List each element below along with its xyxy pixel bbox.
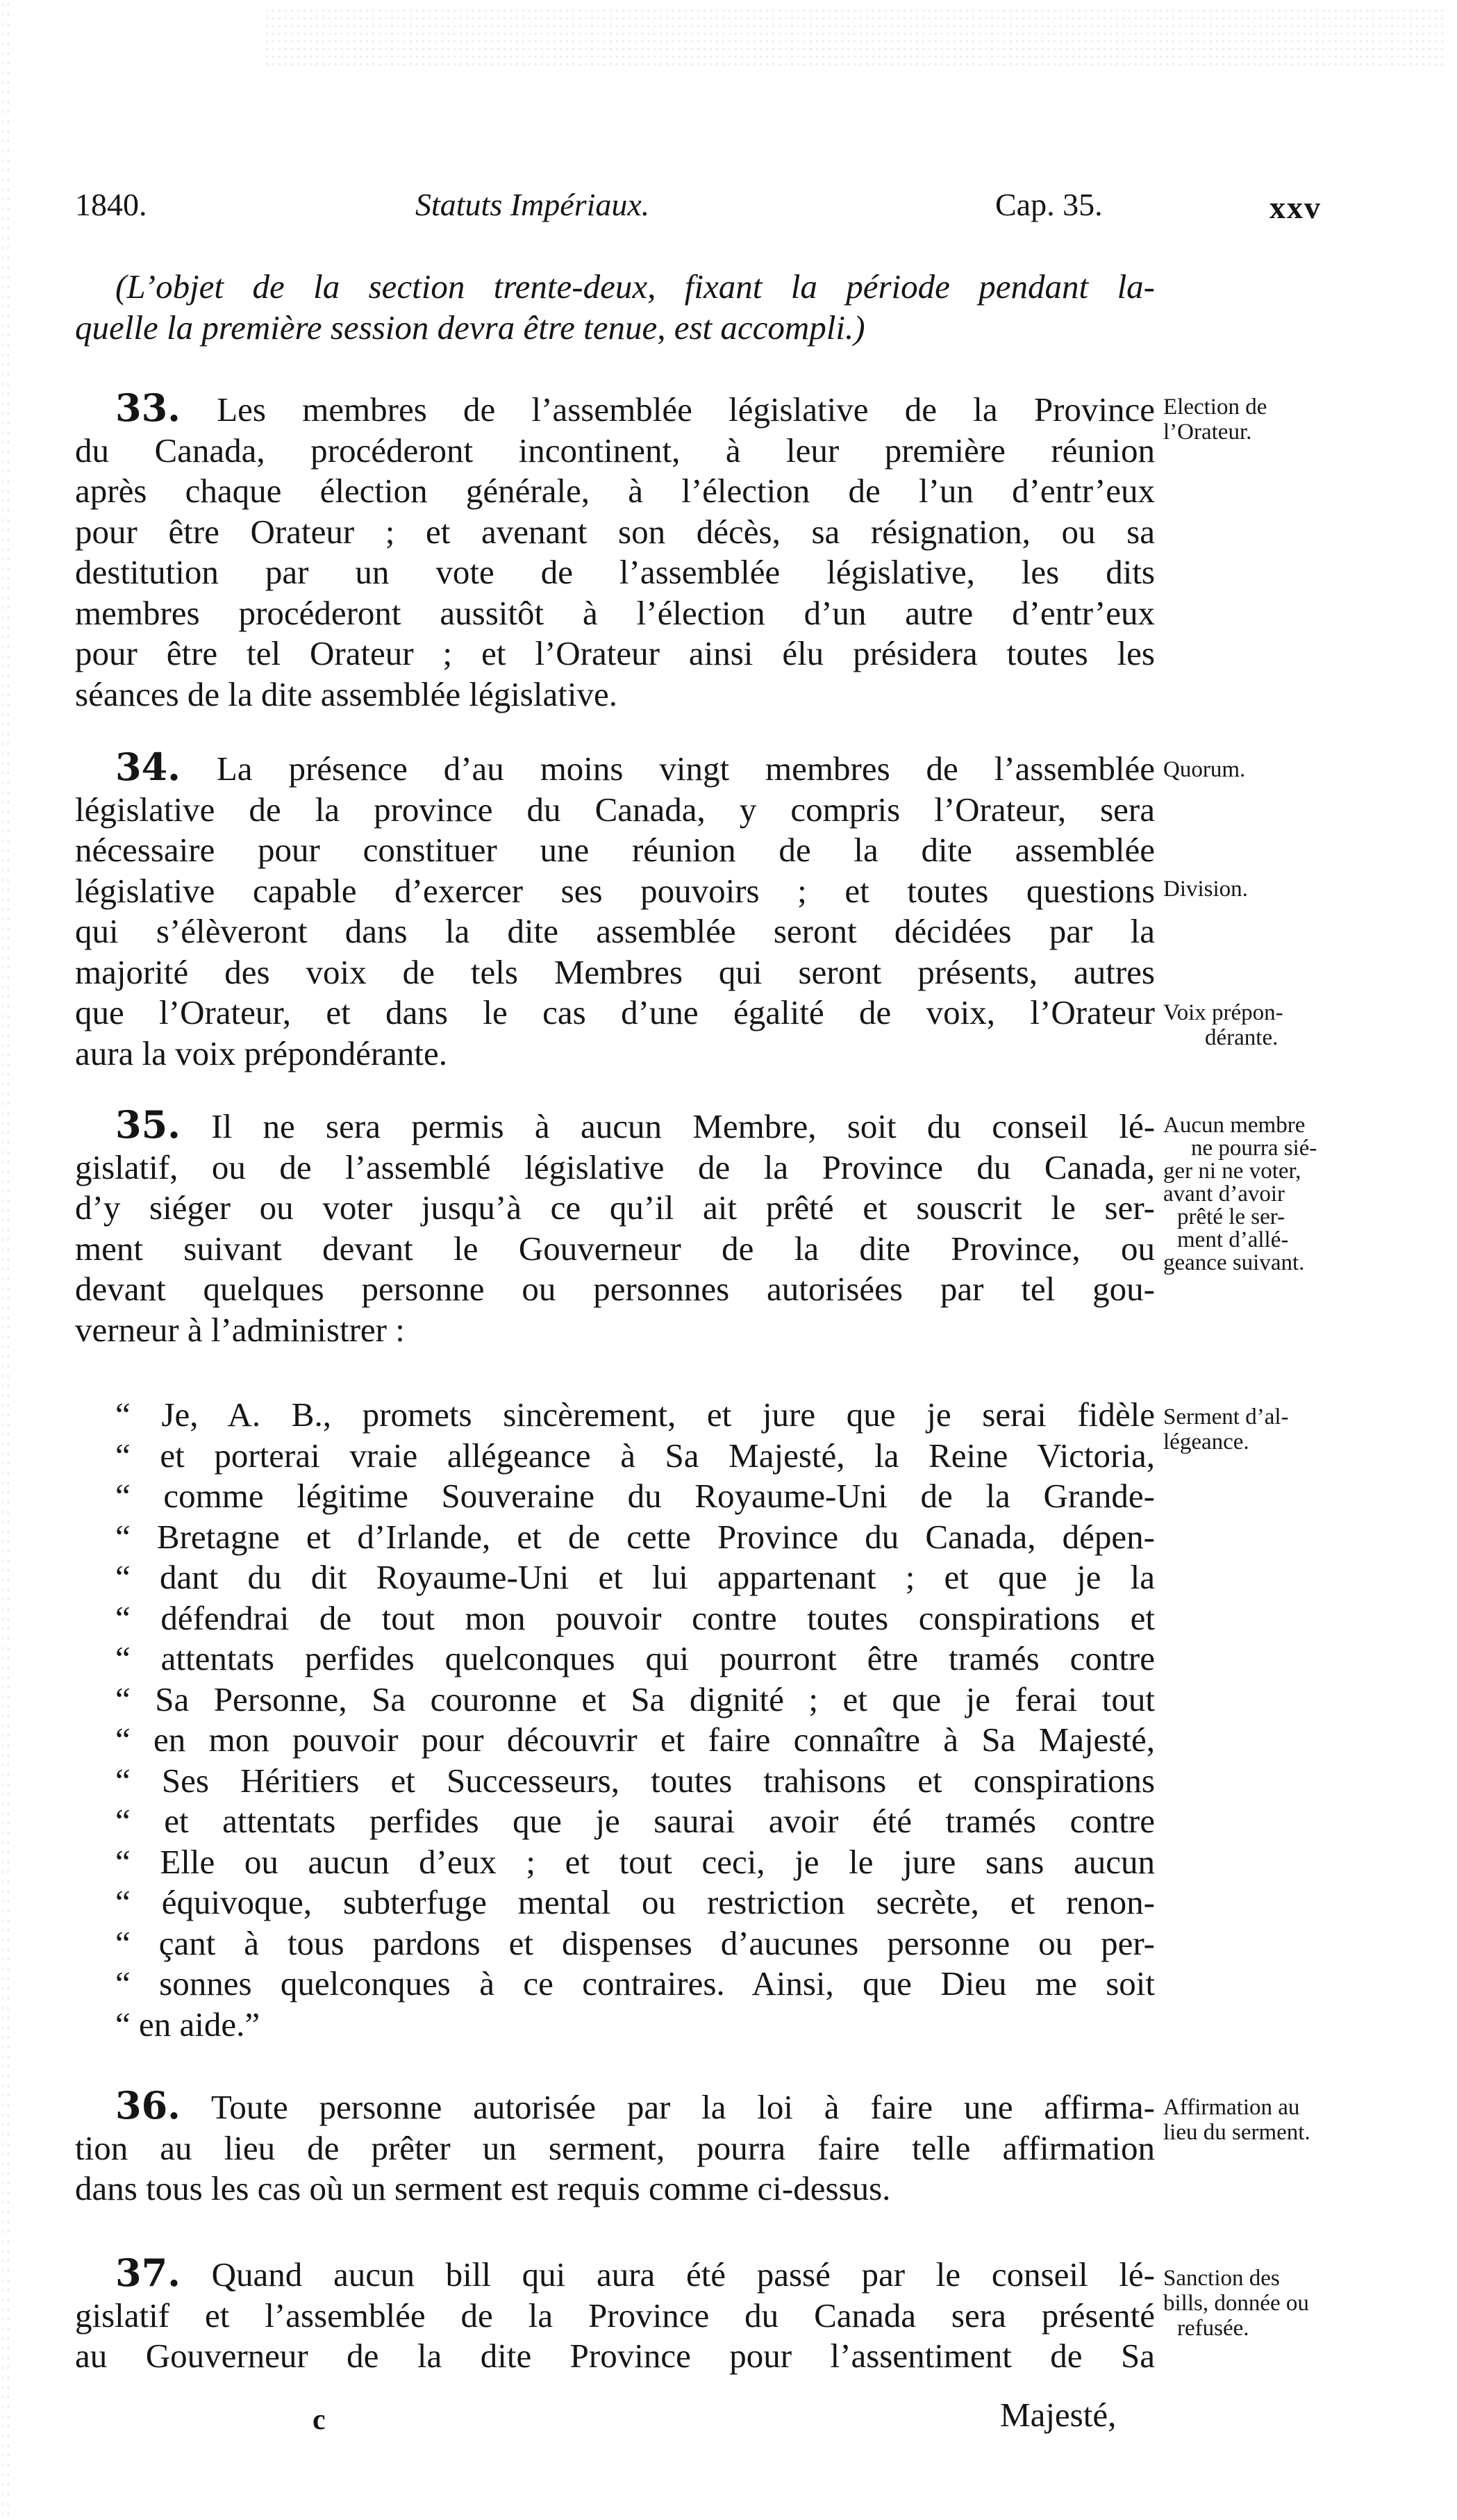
text-line: législative capable d’exercer ses pouvoirs ; et toutes questions (75, 871, 1155, 910)
section-34 (75, 747, 1155, 1074)
text-line: 36. Toute personne autorisée par la loi à faire une affirma- (115, 2083, 1155, 2128)
text-line: ment suivant devant le Gouverneur de la dite Province, ou (75, 1229, 1155, 1268)
signature-mark: c (313, 2404, 326, 2436)
text-line: “ Ses Héritiers et Successeurs, toutes trahisons et conspirations (115, 1761, 1155, 1800)
intro-paragraph (75, 267, 1155, 348)
text-line: “ et attentats perfides que je saurai avoir été tramés contre (115, 1802, 1155, 1840)
text-line: destitution par un vote de l’assemblée législative, les dits (75, 553, 1155, 591)
text-line: “ Elle ou aucun d’eux ; et tout ceci, je le jure sans aucun (115, 1842, 1155, 1881)
text-line: législative de la province du Canada, y compris l’Orateur, sera (75, 790, 1155, 829)
text-line: après chaque élection générale, à l’élection de l’un d’entr’eux (75, 472, 1155, 510)
text-line: quelle la première session devra être tenue, est accompli.) (75, 308, 865, 347)
text-line: d’y siéger ou voter jusqu’à ce qu’il ait prêté et souscrit le ser- (75, 1188, 1155, 1227)
text-line: nécessaire pour constituer une réunion de la dite assemblée (75, 831, 1155, 869)
text-line: “ dant du dit Royaume-Uni et lui appartenant ; et que je la (115, 1558, 1155, 1596)
text-line: gislatif, ou de l’assemblé législative de la Province du Canada, (75, 1147, 1155, 1186)
text-line: “ Sa Personne, Sa couronne et Sa dignité ; et que je ferai tout (115, 1680, 1155, 1718)
text-line: “ sonnes quelconques à ce contraires. Ainsi, que Dieu me soit (115, 1964, 1155, 2003)
running-header (75, 186, 1367, 235)
text-line: 34. La présence d’au moins vingt membres de l’assemblée (115, 745, 1155, 789)
text-line: (L’objet de la section trente-deux, fixant la période pendant la- (115, 267, 1155, 306)
text-line: tion au lieu de prêter un serment, pourra faire telle affirmation (75, 2128, 1155, 2167)
text-line: qui s’élèveront dans la dite assemblée seront décidées par la (75, 912, 1155, 950)
marginal-note-serment-allegeance: Serment d’al- légeance. (1163, 1404, 1289, 1454)
section-37 (75, 2250, 1155, 2377)
text-line: verneur à l’administrer : (75, 1310, 405, 1349)
oath-paragraph (75, 1395, 1155, 2045)
section-35 (75, 1104, 1155, 1350)
marginal-note-quorum: Quorum. (1163, 757, 1246, 782)
section-number: 33. (115, 386, 181, 430)
text-line: “ en mon pouvoir pour découvrir et faire connaître à Sa Majesté, (115, 1721, 1155, 1759)
text-line: devant quelques personne ou personnes autorisées par tel gou- (75, 1270, 1155, 1308)
text-line: 37. Quand aucun bill qui aura été passé par le conseil lé- (115, 2250, 1155, 2295)
marginal-note-affirmation: Affirmation au lieu du serment. (1163, 2095, 1310, 2145)
text-line: pour être Orateur ; et avenant son décès, sa résignation, ou sa (75, 512, 1155, 551)
text-line: majorité des voix de tels Membres qui seront présents, autres (75, 952, 1155, 991)
text-line: 33. Les membres de l’assemblée législative de la Province (115, 386, 1155, 430)
section-number: 34. (115, 745, 181, 789)
marginal-note-sanction-bills: Sanction des bills, donnée ou refusée. (1163, 2266, 1309, 2341)
text-line: dans tous les cas où un serment est requis comme ci-dessus. (75, 2169, 891, 2207)
text-line: que l’Orateur, et dans le cas d’une égalité de voix, l’Orateur (75, 993, 1155, 1031)
text-line: “ comme légitime Souveraine du Royaume-Uni de la Grande- (115, 1477, 1155, 1515)
header-chapter: Cap. 35. (995, 187, 1103, 222)
marginal-note-division: Division. (1163, 877, 1248, 902)
text-line: “ Je, A. B., promets sincèrement, et jure que je serai fidèle (115, 1395, 1155, 1434)
header-title: Statuts Impériaux. (415, 187, 650, 222)
text-line: membres procéderont aussitôt à l’élection d’un autre d’entr’eux (75, 593, 1155, 632)
catchword: Majesté, (1000, 2396, 1117, 2434)
text-line: “ çant à tous pardons et dispenses d’aucunes personne ou per- (115, 1923, 1155, 1962)
text-line: gislatif et l’assemblée de la Province du Canada sera présenté (75, 2296, 1155, 2335)
header-year: 1840. (75, 187, 147, 222)
section-number: 35. (115, 1102, 181, 1147)
section-number: 36. (115, 2083, 181, 2128)
scan-edge (0, 0, 11, 2520)
text-line: pour être tel Orateur ; et l’Orateur ainsi élu présidera toutes les (75, 634, 1155, 672)
section-36 (75, 2085, 1155, 2210)
text-line: “ Bretagne et d’Irlande, et de cette Province du Canada, dépen- (115, 1517, 1155, 1556)
text-line: séances de la dite assemblée législative. (75, 674, 617, 713)
text-line: “ équivoque, subterfuge mental ou restriction secrète, et renon- (115, 1883, 1155, 1921)
text-line: aura la voix prépondérante. (75, 1034, 448, 1072)
marginal-note-election-orateur: Election de l’Orateur. (1163, 395, 1267, 445)
text-line: “ en aide.” (115, 2005, 260, 2044)
text-line: “ et porterai vraie allégeance à Sa Majesté, la Reine Victoria, (115, 1436, 1155, 1475)
text-line: du Canada, procéderont incontinent, à leur première réunion (75, 431, 1155, 470)
text-line: 35. Il ne sera permis à aucun Membre, soit du conseil lé- (115, 1102, 1156, 1147)
text-line: “ défendrai de tout mon pouvoir contre toutes conspirations et (115, 1598, 1155, 1637)
text-line: au Gouverneur de la dite Province pour l’assentiment de Sa (75, 2337, 1155, 2375)
section-number: 37. (115, 2250, 181, 2295)
text-line: “ attentats perfides quelconques qui pourront être tramés contre (115, 1639, 1155, 1677)
marginal-note-voix-preponderante: Voix prépon- dérante. (1163, 1000, 1283, 1050)
page-number: xxv (1269, 190, 1322, 225)
marginal-note-aucun-membre: Aucun membre ne pourra sié- ger ni ne voter, avant d’avoir prêté le ser- ment d’allé- geance suivant. (1163, 1113, 1317, 1275)
section-33 (75, 388, 1155, 715)
scan-speckle (264, 7, 1444, 69)
